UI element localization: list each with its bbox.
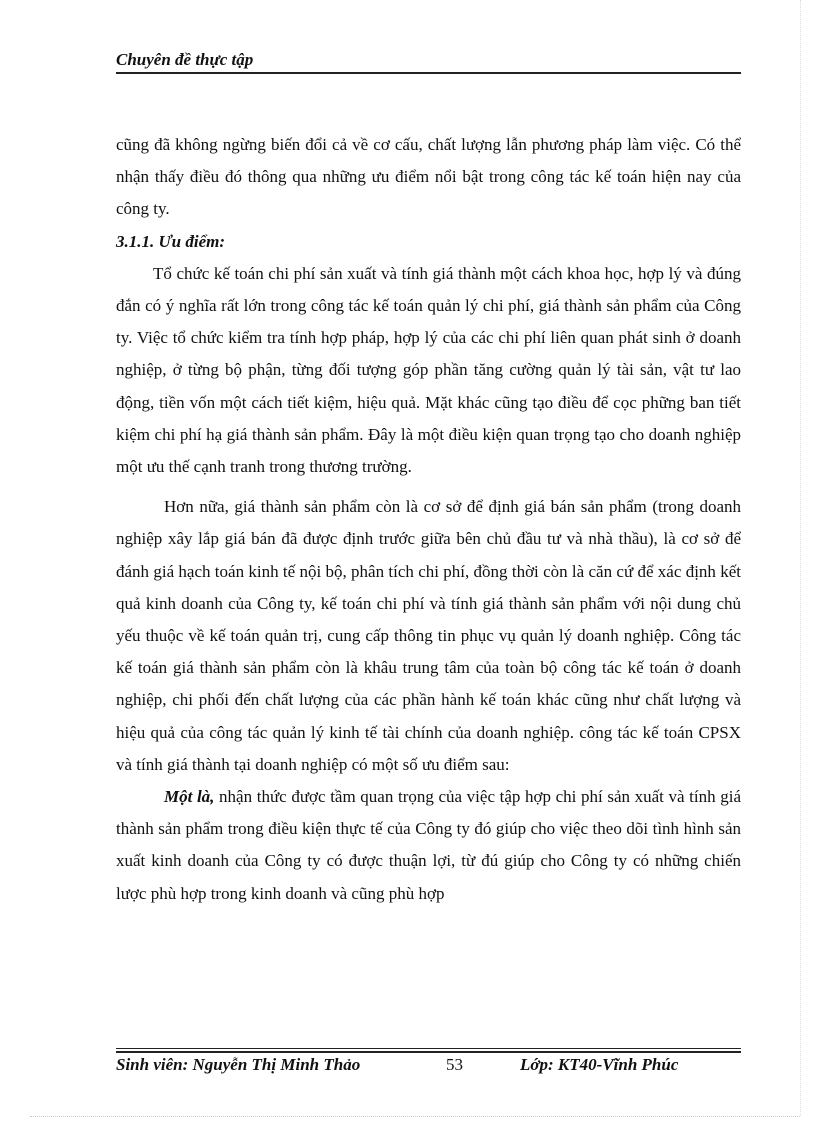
page-edge-bottom bbox=[30, 1116, 800, 1117]
footer-student-name: Sinh viên: Nguyễn Thị Minh Thảo bbox=[116, 1055, 361, 1074]
first-point-text: nhận thức được tầm quan trọng của việc tập hợp chi phí sản xuất và tính giá thành sản phẩm trong điều kiện thực tế của Công ty đó giúp cho việc theo dõi tình hình sản xuất kinh doanh của Công ty có được thuận lợi, từ đú giúp cho Công ty có những chiến lược phù hợp trong kinh doanh và cũng phù hợp bbox=[116, 787, 742, 903]
paragraph-moreover: Hơn nữa, giá thành sản phẩm còn là cơ sở để định giá bán sản phẩm (trong doanh nghiệp xây lắp giá bán đã được định trước giữa bên chủ đầu tư và nhà thầu), là cơ sở để đánh giá hạch toán kinh tế nội bộ, phân tích chi phí, đồng thời còn là căn cứ để xác định kết quả kinh doanh của Công ty, kế toán chi phí và tính giá thành sản phẩm với nội dung chủ yếu thuộc về kế toán quản trị, cung cấp thông tin phục vụ quản lý doanh nghiệp. Công tác kế toán giá thành sản phẩm còn là khâu trung tâm của toàn bộ công tác kế toán ở doanh nghiệp, chi phối đến chất lượng của các phần hành kế toán khác cũng như chất lượng và hiệu quả của công tác quản lý kinh tế tài chính của doanh nghiệp. công tác kế toán CPSX và tính giá thành tại doanh nghiệp có một số ưu điểm sau: bbox=[116, 497, 741, 774]
section-heading: 3.1.1. Ưu điểm: bbox=[116, 231, 226, 251]
footer-page-number: 53 bbox=[446, 1055, 463, 1074]
first-point-lead: Một là, bbox=[164, 787, 215, 807]
footer-class: Lớp: KT40-Vĩnh Phúc bbox=[520, 1055, 679, 1074]
page-header bbox=[116, 48, 741, 74]
header-title: Chuyên đề thực tập bbox=[116, 50, 254, 69]
footer-rule-thick bbox=[116, 1051, 741, 1053]
document-body bbox=[116, 129, 741, 910]
paragraph-intro: cũng đã không ngừng biến đổi cả về cơ cấu, chất lượng lẫn phương pháp làm việc. Có thể nhận thấy điều đó thông qua những ưu điểm nổi bật trong công tác kế toán hiện nay của công ty. bbox=[116, 135, 741, 219]
paragraph-first-point bbox=[116, 781, 741, 910]
page-edge-right bbox=[800, 0, 801, 1116]
paragraph-advantages: Tổ chức kế toán chi phí sản xuất và tính giá thành một cách khoa học, hợp lý và đúng đắn có ý nghĩa rất lớn trong công tác kế toán quản lý chi phí, giá thành sản phẩm của Công ty. Việc tổ chức kiểm tra tính hợp pháp, hợp lý của các chi phí liên quan phát sinh ở doanh nghiệp, ở từng bộ phận, từng đối tượng góp phần tăng cường quản lý tài sản, vật tư lao động, tiền vốn một cách tiết kiệm, hiệu quả. Mặt khác cũng tạo điều để cọc phững ban tiết kiệm chi phí hạ giá thành sản phẩm. Đây là một điều kiện quan trọng tạo cho doanh nghiệp một ưu thế cạnh tranh trong thương trường. bbox=[116, 263, 741, 477]
footer-rule-thin bbox=[116, 1048, 741, 1049]
